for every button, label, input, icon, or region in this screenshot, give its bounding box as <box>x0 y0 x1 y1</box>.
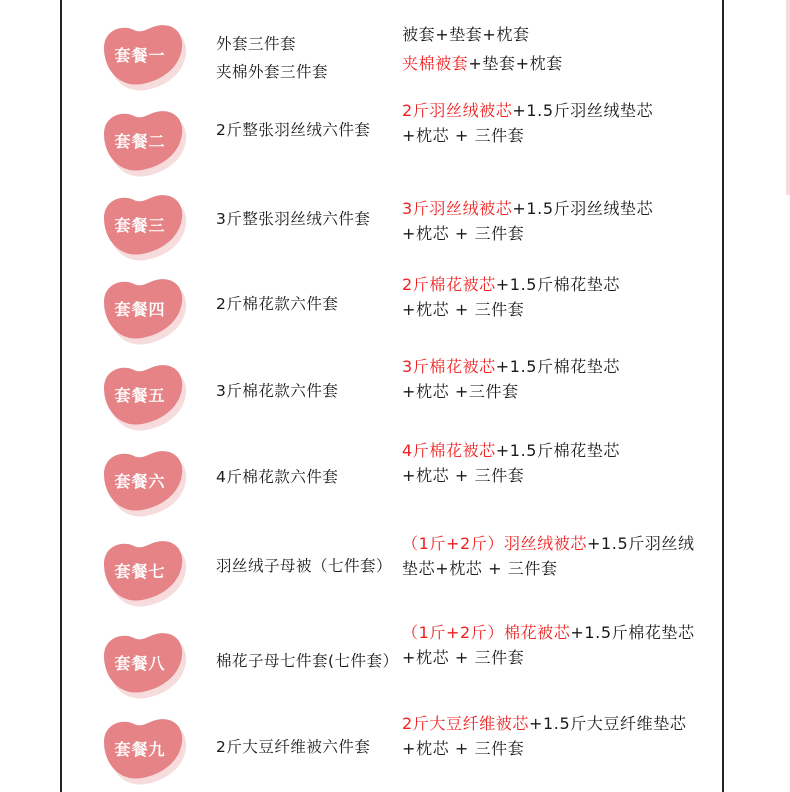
package-list <box>60 0 724 792</box>
contents-line <box>402 196 720 221</box>
package-contents <box>402 272 720 322</box>
package-name: 3斤棉花款六件套 <box>216 382 339 400</box>
contents-line <box>402 711 720 736</box>
package-row <box>62 98 722 182</box>
package-contents <box>402 531 720 581</box>
contents-text: +1.5斤羽丝绒垫芯 <box>512 199 654 218</box>
package-contents <box>402 20 720 78</box>
highlighted-item: 2斤大豆纤维被芯 <box>402 714 529 733</box>
package-contents <box>402 438 720 488</box>
package-contents <box>402 354 720 404</box>
contents-text: +枕芯 + 三件套 <box>402 739 525 758</box>
contents-text: +枕芯 + 三件套 <box>402 224 525 243</box>
contents-line <box>402 645 720 670</box>
highlighted-item: 3斤棉花被芯 <box>402 357 496 376</box>
package-badge-label: 套餐四 <box>114 300 166 319</box>
highlighted-item: 4斤棉花被芯 <box>402 441 496 460</box>
package-name: 2斤棉花款六件套 <box>216 295 339 313</box>
package-badge <box>98 534 188 610</box>
package-badge <box>98 188 188 264</box>
package-name: 2斤大豆纤维被六件套 <box>216 738 371 756</box>
contents-line <box>402 736 720 761</box>
contents-text: +1.5斤棉花垫芯 <box>495 441 621 460</box>
contents-line <box>402 354 720 379</box>
contents-line <box>402 98 720 123</box>
package-row <box>62 438 722 522</box>
package-badge <box>98 712 188 788</box>
contents-text: +1.5斤棉花垫芯 <box>495 275 621 294</box>
package-badge-label: 套餐五 <box>114 386 166 405</box>
contents-line <box>402 20 720 49</box>
contents-text: +1.5斤羽丝绒 <box>586 534 695 553</box>
highlighted-item: 2斤羽丝绒被芯 <box>402 101 513 120</box>
package-row <box>62 182 722 266</box>
contents-line <box>402 463 720 488</box>
package-badge-label: 套餐一 <box>114 46 166 65</box>
package-row <box>62 352 722 436</box>
package-name: 外套三件套 <box>216 35 297 53</box>
highlighted-item: 3斤羽丝绒被芯 <box>402 199 513 218</box>
contents-line <box>402 531 720 556</box>
package-badge-label: 套餐三 <box>114 216 166 235</box>
package-badge <box>98 272 188 348</box>
highlighted-item: 夹棉被套 <box>402 54 469 73</box>
package-contents <box>402 196 720 246</box>
highlighted-item: （1斤+2斤）棉花被芯 <box>402 623 571 642</box>
package-badge <box>98 626 188 702</box>
package-row <box>62 266 722 350</box>
package-contents <box>402 711 720 761</box>
package-badge-label: 套餐二 <box>114 132 166 151</box>
contents-text: +枕芯 +三件套 <box>402 382 519 401</box>
contents-text: +垫套+枕套 <box>468 54 563 73</box>
contents-text: +枕芯 + 三件套 <box>402 126 525 145</box>
contents-text: +枕芯 + 三件套 <box>402 300 525 319</box>
package-badge-label: 套餐九 <box>114 740 166 759</box>
contents-text: +枕芯 + 三件套 <box>402 466 525 485</box>
package-badge <box>98 444 188 520</box>
package-contents <box>402 620 720 670</box>
package-name: 夹棉外套三件套 <box>216 63 329 81</box>
contents-line <box>402 297 720 322</box>
package-name: 羽丝绒子母被（七件套） <box>216 557 393 575</box>
package-name: 棉花子母七件套(七件套） <box>216 652 399 670</box>
contents-text: +1.5斤棉花垫芯 <box>495 357 621 376</box>
contents-line <box>402 221 720 246</box>
contents-text: +1.5斤棉花垫芯 <box>570 623 695 642</box>
package-row <box>62 12 722 96</box>
contents-line <box>402 556 720 581</box>
package-badge-label: 套餐七 <box>114 562 166 581</box>
package-row <box>62 528 722 612</box>
package-badge-label: 套餐六 <box>114 472 166 491</box>
contents-text: +1.5斤大豆纤维垫芯 <box>528 714 687 733</box>
package-name: 2斤整张羽丝绒六件套 <box>216 121 371 139</box>
package-badge-label: 套餐八 <box>114 654 166 673</box>
package-badge <box>98 358 188 434</box>
contents-line <box>402 272 720 297</box>
package-badge <box>98 104 188 180</box>
contents-line <box>402 620 720 645</box>
package-name: 3斤整张羽丝绒六件套 <box>216 210 371 228</box>
contents-text: 被套+垫套+枕套 <box>402 25 530 44</box>
package-name: 4斤棉花款六件套 <box>216 468 339 486</box>
highlighted-item: （1斤+2斤）羽丝绒被芯 <box>402 534 587 553</box>
contents-text: 垫芯+枕芯 + 三件套 <box>402 559 558 578</box>
package-badge <box>98 18 188 94</box>
contents-line <box>402 438 720 463</box>
contents-line <box>402 49 720 78</box>
contents-line <box>402 379 720 404</box>
contents-text: +枕芯 + 三件套 <box>402 648 525 667</box>
contents-line <box>402 123 720 148</box>
right-edge-decoration <box>786 0 790 195</box>
package-row <box>62 620 722 704</box>
contents-text: +1.5斤羽丝绒垫芯 <box>512 101 654 120</box>
highlighted-item: 2斤棉花被芯 <box>402 275 496 294</box>
package-contents <box>402 98 720 148</box>
package-row <box>62 706 722 790</box>
